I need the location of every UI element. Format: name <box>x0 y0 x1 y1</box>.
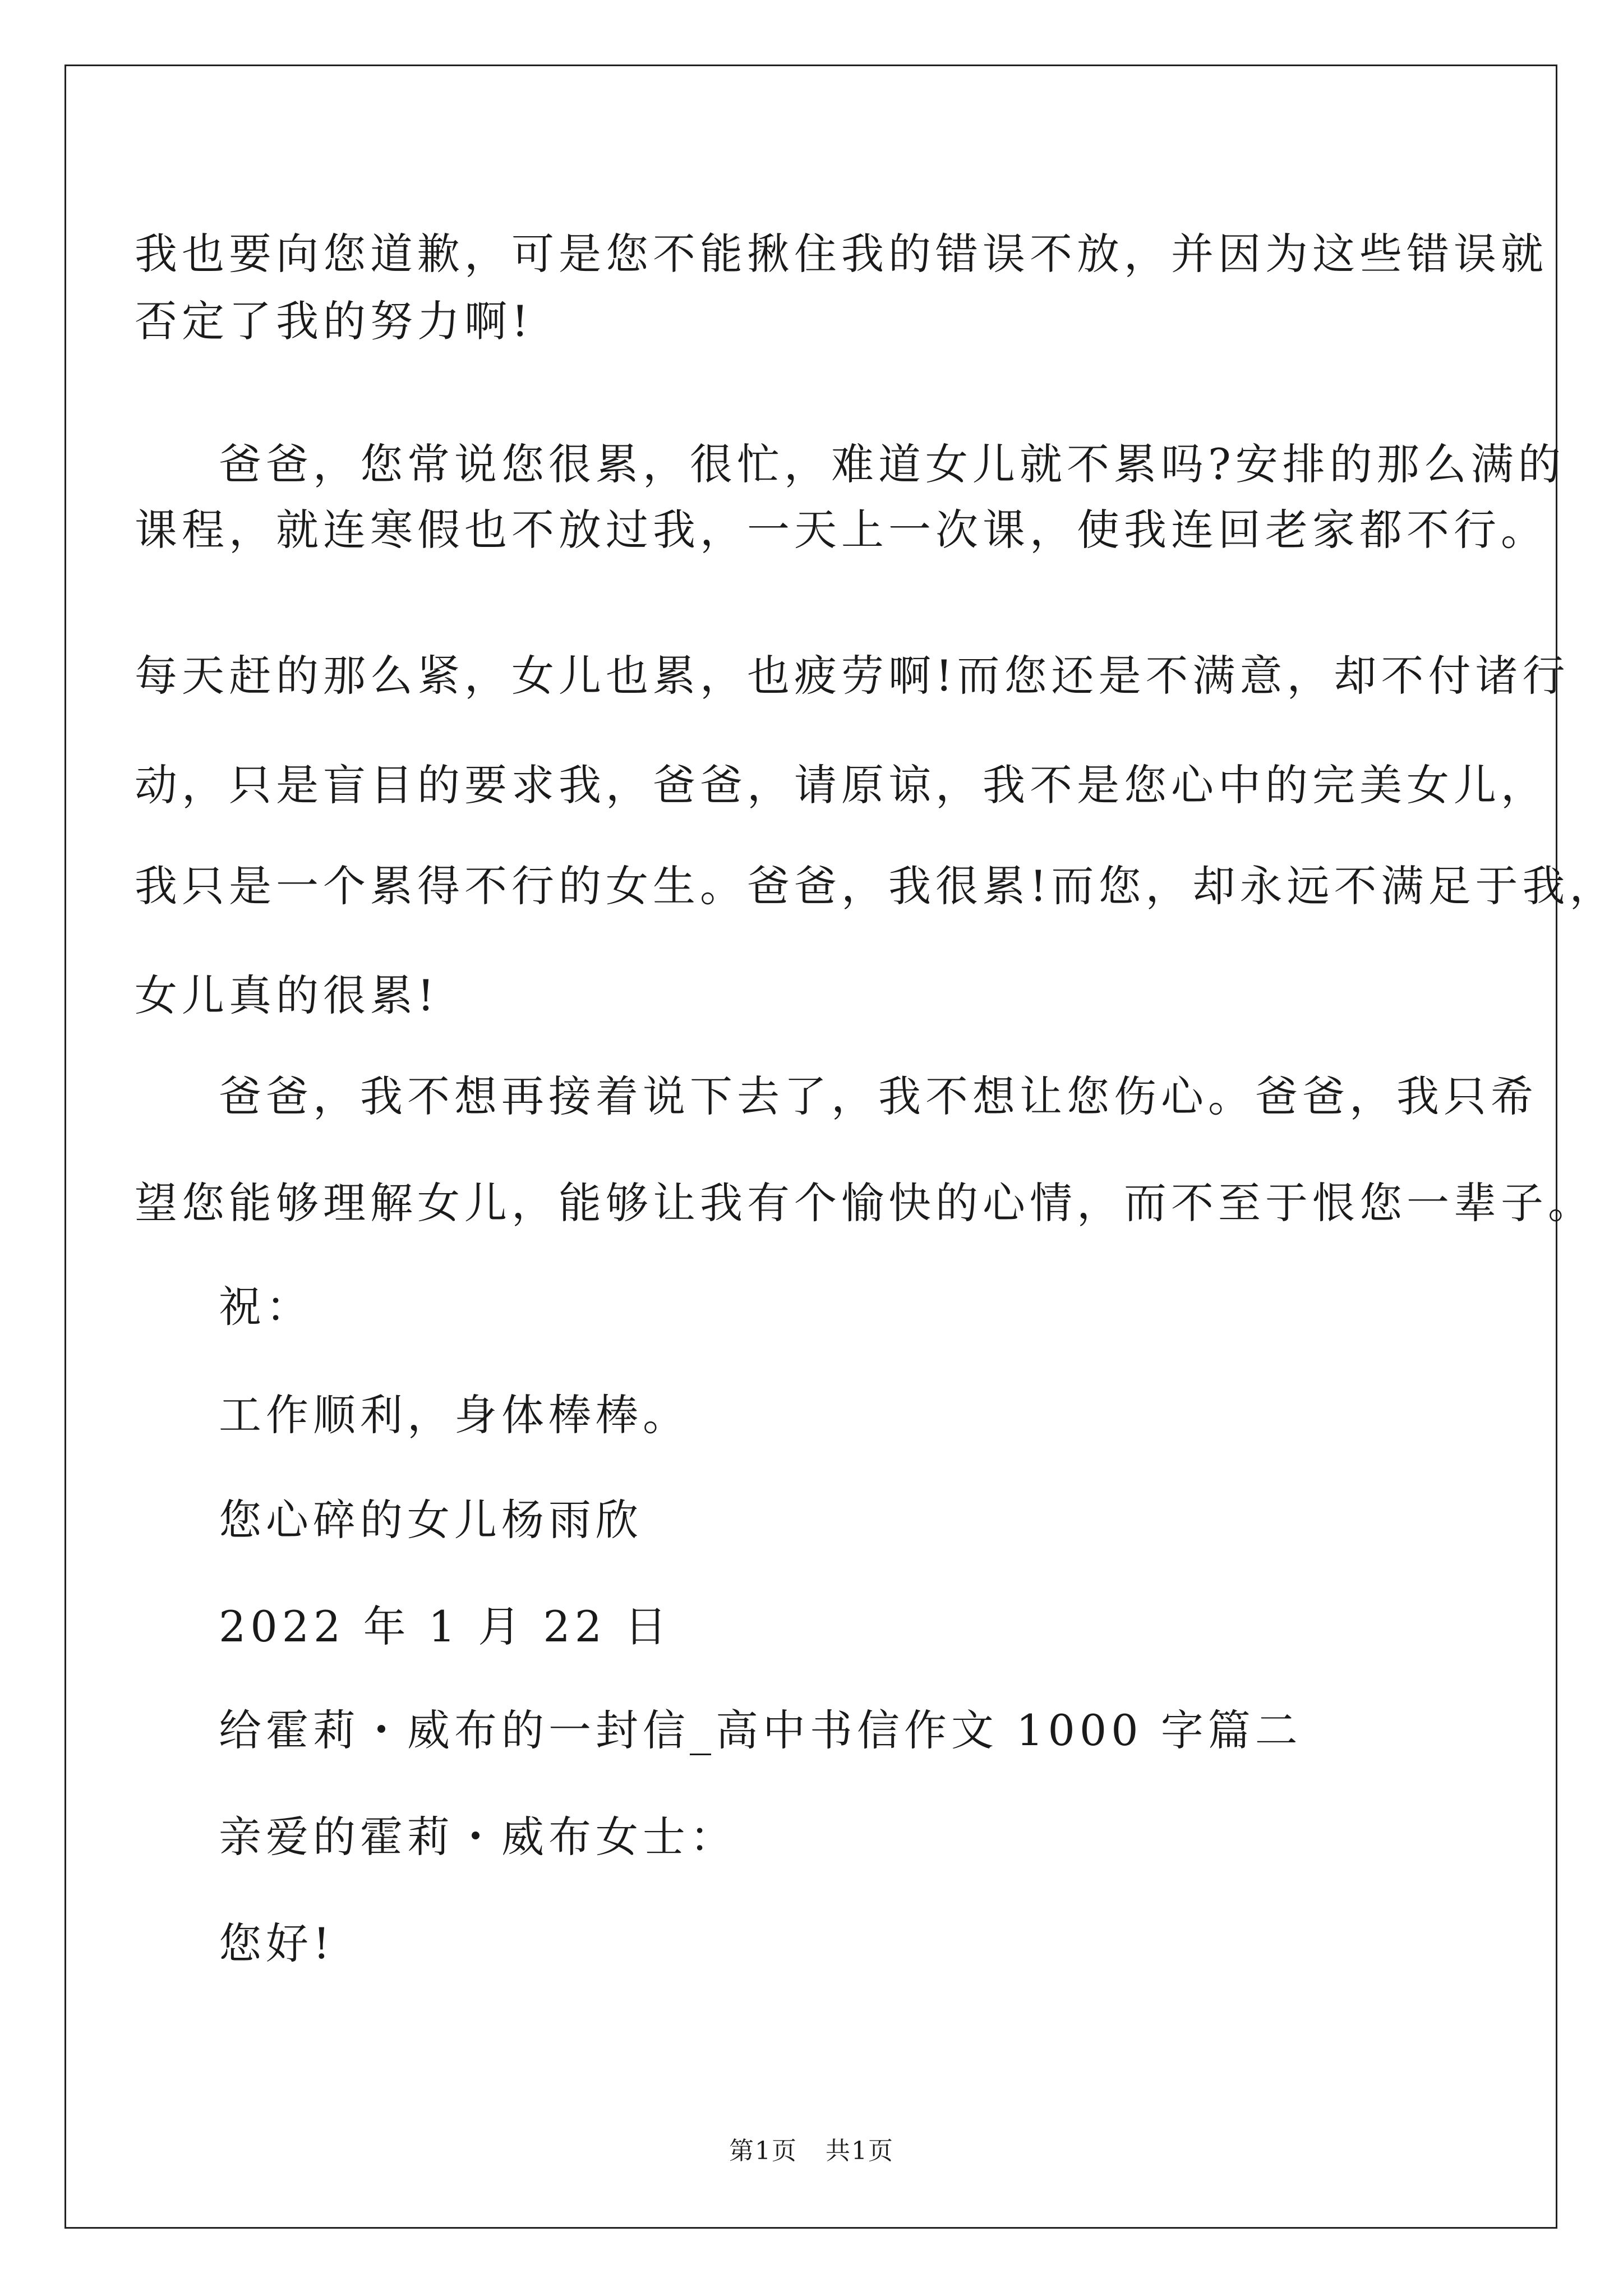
text-line: 2022 年 1 月 22 日 <box>219 1602 672 1651</box>
text-line: 我也要向您道歉，可是您不能揪住我的错误不放，并因为这些错误就 <box>135 229 1548 279</box>
text-line: 每天赶的那么紧，女儿也累，也疲劳啊!而您还是不满意，却不付诸行 <box>135 651 1570 701</box>
text-line: 望您能够理解女儿，能够让我有个愉快的心情，而不至于恨您一辈子。 <box>135 1178 1595 1228</box>
page-footer <box>0 2134 1623 2168</box>
text-line: 我只是一个累得不行的女生。爸爸，我很累!而您，却永远不满足于我， <box>135 861 1617 911</box>
page-border <box>64 65 1557 2229</box>
text-line: 祝： <box>219 1282 313 1332</box>
text-line: 亲爱的霍莉・威布女士： <box>219 1812 737 1862</box>
text-line: 您好! <box>219 1918 335 1968</box>
text-line: 课程，就连寒假也不放过我，一天上一次课，使我连回老家都不行。 <box>135 505 1548 555</box>
text-line: 给霍莉・威布的一封信_高中书信作文 1000 字篇二 <box>219 1705 1302 1755</box>
text-line: 女儿真的很累! <box>135 970 439 1020</box>
text-line: 您心碎的女儿杨雨欣 <box>219 1495 643 1545</box>
page-total: 共1页 <box>826 2137 894 2165</box>
text-line: 工作顺利，身体棒棒。 <box>219 1390 690 1440</box>
text-line: 爸爸，您常说您很累，很忙，难道女儿就不累吗?安排的那么满的 <box>219 439 1565 489</box>
text-line: 否定了我的努力啊! <box>135 296 533 346</box>
page-number: 第1页 <box>729 2137 797 2165</box>
text-line: 动，只是盲目的要求我，爸爸，请原谅，我不是您心中的完美女儿， <box>135 760 1548 810</box>
text-line: 爸爸，我不想再接着说下去了，我不想让您伤心。爸爸，我只希 <box>219 1071 1538 1121</box>
